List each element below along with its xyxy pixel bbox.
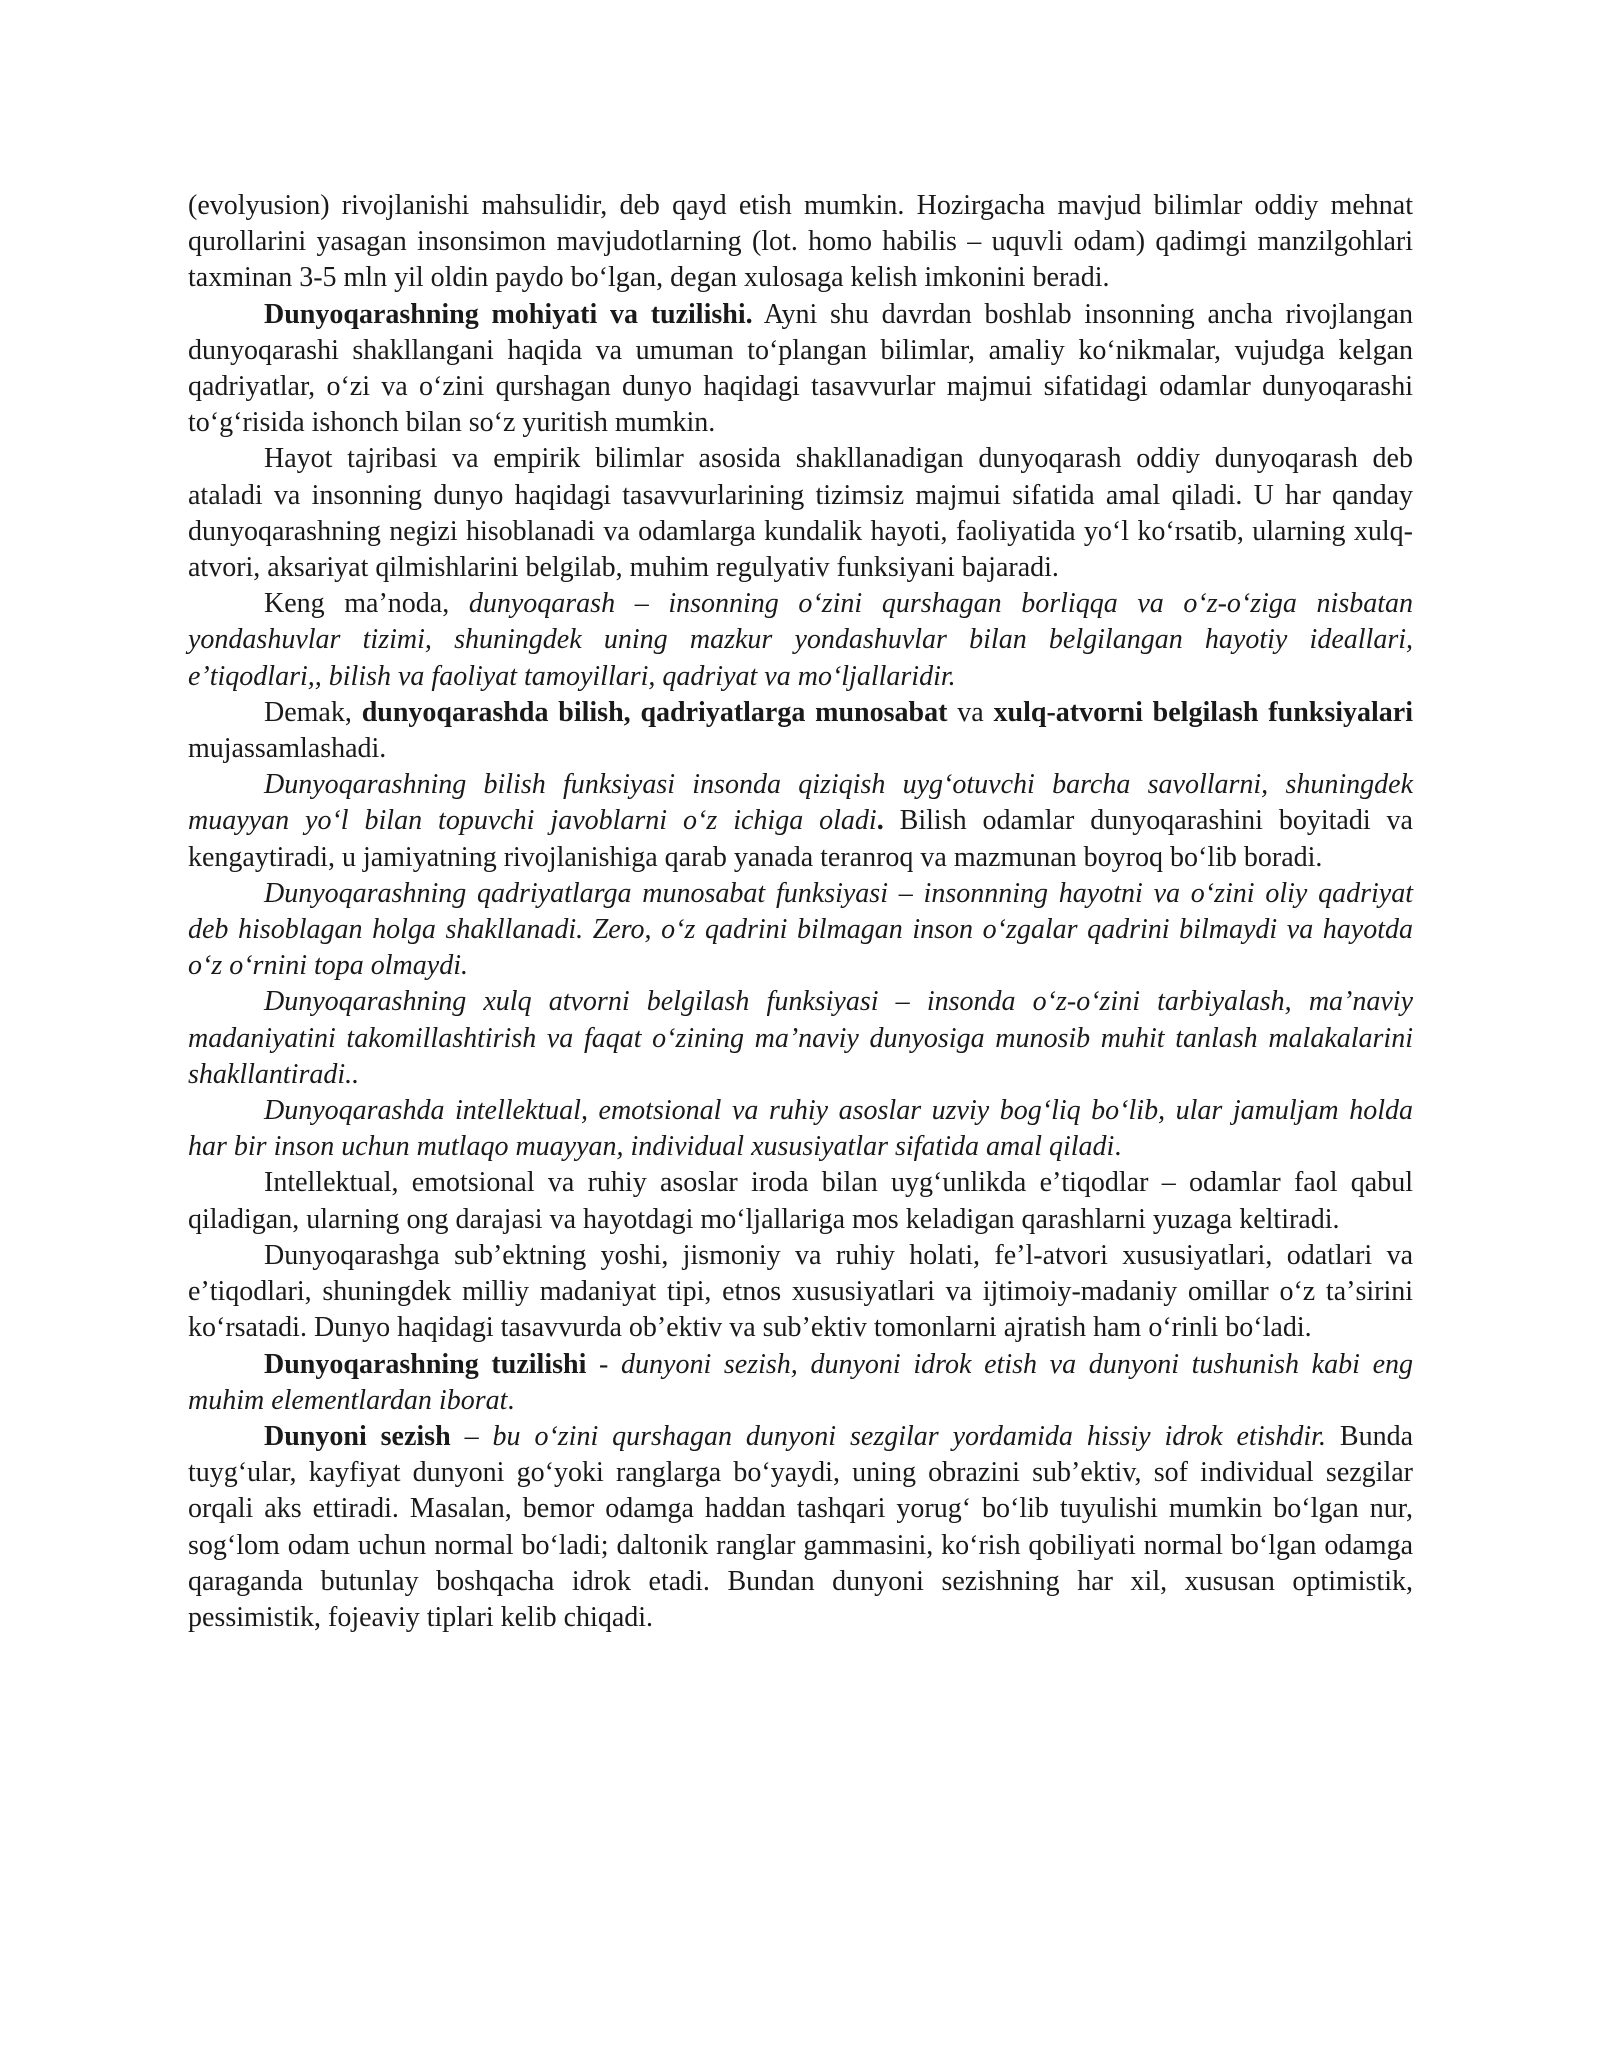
text-run: Bilish odamlar dunyoqarashini boyitadi va kengaytiradi, u jamiyatning rivojlanishiga qarab yanada teranroq va mazmunan boyroq boʻlib boradi.: [188, 805, 1413, 873]
bold-text: dunyoqarashda bilish, qadriyatlarga munosabat: [361, 696, 948, 728]
text-run: Dunyoqarashga subʼektning yoshi, jismoniy va ruhiy holati, feʼl-atvori xususiyatlari, odatlari va eʼtiqodlari, shuningdek milliy madaniyat tipi, etnos xususiyatlari va ijtimoiy-madaniy omillar oʻz taʼsirini koʻrsatadi. Dunyo haqidagi tasavvurda obʼektiv va subʼektiv tomonlarni ajratish ham oʻrinli boʻladi.: [188, 1239, 1413, 1344]
text-run: (evolyusion) rivojlanishi mahsulidir, deb qayd etish mumkin. Hozirgacha mavjud bilimlar oddiy mehnat qurollarini yasagan insonsimon mavjudotlarning (lot. homo habilis – uquvli odam) qadimgi manzilgohlari taxminan 3-5 mln yil oldin paydo boʻlgan, degan xulosaga kelish imkonini beradi.: [188, 190, 1413, 294]
italic-text: dunyoqarash – insonning oʻzini qurshagan borliqqa va oʻz-oʻziga nisbatan yondashuvlar tizimi, shuningdek uning mazkur yondashuvlar bilan belgilangan hayotiy ideallari, eʼtiqodlari,, bilish va faoliyat tamoyillari, qadriyat va moʻljallaridir.: [188, 588, 1413, 692]
paragraph: [188, 1165, 1413, 1237]
text-run: Keng maʼnoda,: [264, 588, 469, 620]
italic-text: Dunyoqarashning xulq atvorni belgilash funksiyasi – insonda oʻz-oʻzini tarbiyalash, maʼnaviy madaniyatini takomillashtirish va faqat oʻzining maʼnaviy dunyosiga munosib muhit tanlash malakalarini shakllantiradi..: [188, 986, 1413, 1090]
bold-text: xulq-atvorni belgilash funksiyalari: [993, 696, 1414, 728]
bold-text: Dunyoqarashning mohiyati va tuzilishi.: [264, 298, 753, 330]
text-run: -: [586, 1348, 622, 1380]
paragraph: [188, 1093, 1413, 1165]
text-run: Bunda tuygʻular, kayfiyat dunyoni goʻyoki ranglarga boʻyaydi, uning obrazini subʼektiv, sof individual sezgilar orqali aks ettiradi. Masalan, bemor odamga haddan tashqari yorugʻ boʻlib tuyulishi mumkin boʻlgan nur, sogʻlom odam uchun normal boʻladi; daltonik ranglar gammasini, koʻrish qobiliyati normal boʻlgan odamga qaraganda butunlay boshqacha idrok etadi. Bundan dunyoni sezishning har xil, xususan optimistik, pessimistik, fojeaviy tiplari kelib chiqadi.: [188, 1420, 1414, 1633]
text-run: va: [947, 696, 994, 728]
document-page: [188, 188, 1413, 1636]
italic-text: Dunyoqarashning qadriyatlarga munosabat funksiyasi – insonnning hayotni va oʻzini oliy qadriyat deb hisoblagan holga shakllanadi. Zero, oʻz qadrini bilmagan inson oʻzgalar qadrini bilmaydi va hayotda oʻz oʻrnini topa olmaydi.: [188, 877, 1413, 982]
text-run: .: [507, 1384, 515, 1416]
text-run: Demak,: [264, 696, 362, 728]
bold-text: .: [876, 805, 884, 837]
text-run: Intellektual, emotsional va ruhiy asoslar iroda bilan uygʻunlikda eʼtiqodlar – odamlar faol qabul qiladigan, ularning ong darajasi va hayotdagi moʻljallariga mos keladigan qarashlarni yuzaga keltiradi.: [188, 1167, 1413, 1235]
paragraph: [188, 1238, 1413, 1347]
paragraph: [188, 767, 1413, 876]
paragraph: [188, 586, 1413, 695]
paragraph: [188, 876, 1413, 985]
paragraph: [188, 188, 1413, 297]
bold-text: Dunyoqarashning tuzilishi: [264, 1348, 587, 1380]
paragraph: [188, 984, 1413, 1093]
text-run: .: [1114, 1131, 1122, 1163]
text-run: Ayni shu davrdan boshlab insonning ancha rivojlangan dunyoqarashi shakllangani haqida va umuman toʻplangan bilimlar, amaliy koʻnikmalar, vujudga kelgan qadriyatlar, oʻzi va oʻzini qurshagan dunyo haqidagi tasavvurlar majmui sifatidagi odamlar dunyoqarashi toʻgʻrisida ishonch bilan soʻz yuritish mumkin.: [188, 298, 1413, 439]
paragraph: [188, 1419, 1413, 1636]
italic-text: dunyoni sezish, dunyoni idrok etish va dunyoni tushunish kabi eng muhim elementlardan iborat: [188, 1348, 1413, 1416]
paragraph: [188, 695, 1413, 767]
italic-text: Dunyoqarashda intellektual, emotsional va ruhiy asoslar uzviy bogʻliq boʻlib, ular jamuljam holda har bir inson uchun mutlaqo muayyan, individual xususiyatlar sifatida amal qiladi: [188, 1095, 1413, 1163]
italic-text: bu oʻzini qurshagan dunyoni sezgilar yordamida hissiy idrok etishdir.: [492, 1420, 1326, 1452]
text-run: mujassamlashadi.: [188, 733, 387, 765]
text-run: –: [450, 1420, 493, 1452]
bold-text: Dunyoni sezish: [264, 1420, 451, 1452]
paragraph: [188, 297, 1413, 442]
paragraph: [188, 441, 1413, 586]
paragraph: [188, 1347, 1413, 1419]
text-run: Hayot tajribasi va empirik bilimlar asosida shakllanadigan dunyoqarash oddiy dunyoqarash deb ataladi va insonning dunyo haqidagi tasavvurlarining tizimsiz majmui sifatida amal qiladi. U har qanday dunyoqarashning negizi hisoblanadi va odamlarga kundalik hayoti, faoliyatida yoʻl koʻrsatib, ularning xulq-atvori, aksariyat qilmishlarini belgilab, muhim regulyativ funksiyani bajaradi.: [188, 443, 1413, 584]
italic-text: Dunyoqarashning bilish funksiyasi insonda qiziqish uygʻotuvchi barcha savollarni, shuningdek muayyan yoʻl bilan topuvchi javoblarni oʻz ichiga oladi: [188, 769, 1413, 837]
